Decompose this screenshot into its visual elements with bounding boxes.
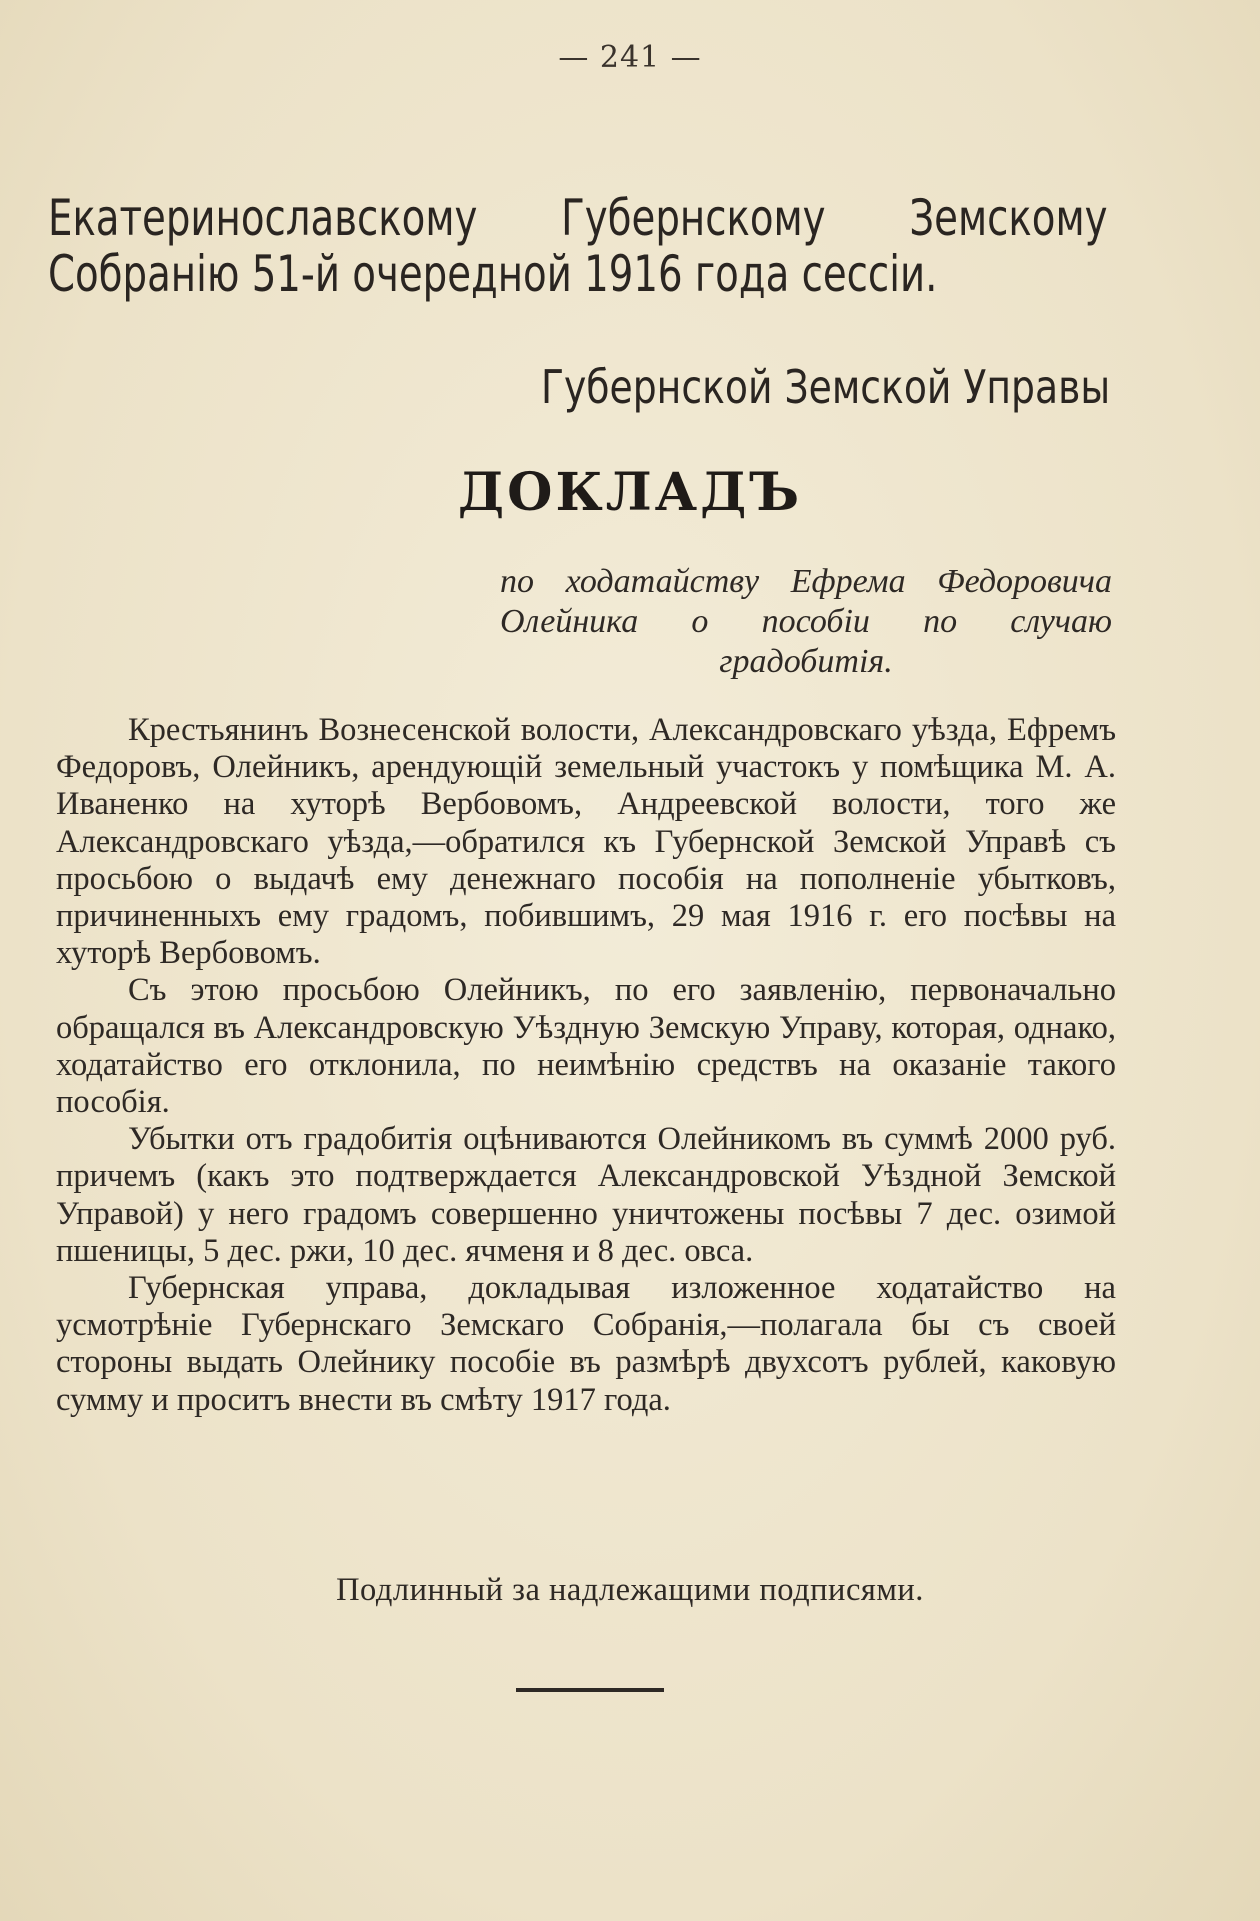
body-paragraph: Губернская управа, докладывая изложенное ходатайство на усмотрѣніе Губернскаго Земскаго Собранія,—полагала бы съ своей стороны выдать Олейнику пособіе въ размѣрѣ двухсотъ рублей, каковую сумму и проситъ внести въ смѣту 1917 года.: [56, 1270, 1116, 1418]
body-paragraph: Съ этою просьбою Олейникъ, по его заявленію, первоначально обращался въ Александровскую Уѣздную Земскую Управу, которая, однако, ходатайство его отклонила, по неимѣнію средствъ на оказаніе такого пособія.: [56, 972, 1116, 1121]
closing-rule-divider: [516, 1688, 664, 1692]
signature-note: Подлинный за надлежащими подписями.: [336, 1572, 924, 1608]
report-title: ДОКЛАДЪ: [457, 462, 803, 523]
report-body: [56, 712, 1116, 1419]
page-number: — 241 —: [558, 40, 702, 75]
report-subject: по ходатайству Ефрема Федоровича Олейника о пособіи по случаю градобитія.: [500, 563, 1112, 680]
board-heading: Губернской Земской Управы: [540, 360, 1110, 414]
body-paragraph: Убытки отъ градобитія оцѣниваются Олейникомъ въ суммѣ 2000 руб. причемъ (какъ это подтверждается Александровской Уѣздной Земской Управой) у него градомъ совершенно уничтожены посѣвы 7 дес. озимой пшеницы, 5 дес. ржи, 10 дес. ячменя и 8 дес. овса.: [56, 1121, 1116, 1269]
addressee-heading: Екатеринославскому Губернскому Земскому Собранію 51-й очередной 1916 года сессіи.: [48, 189, 1108, 303]
body-paragraph: Крестьянинъ Вознесенской волости, Александровскаго уѣзда, Ефремъ Федоровъ, Олейникъ, арендующій земельный участокъ у помѣщика М. А. Иваненко на хуторѣ Вербовомъ, Андреевской волости, того же Александровскаго уѣзда,—обратился къ Губернской Земской Управѣ съ просьбою о выдачѣ ему денежнаго пособія на пополненіе убытковъ, причиненныхъ ему градомъ, побившимъ, 29 мая 1916 г. его посѣвы на хуторѣ Вербовомъ.: [56, 712, 1116, 972]
